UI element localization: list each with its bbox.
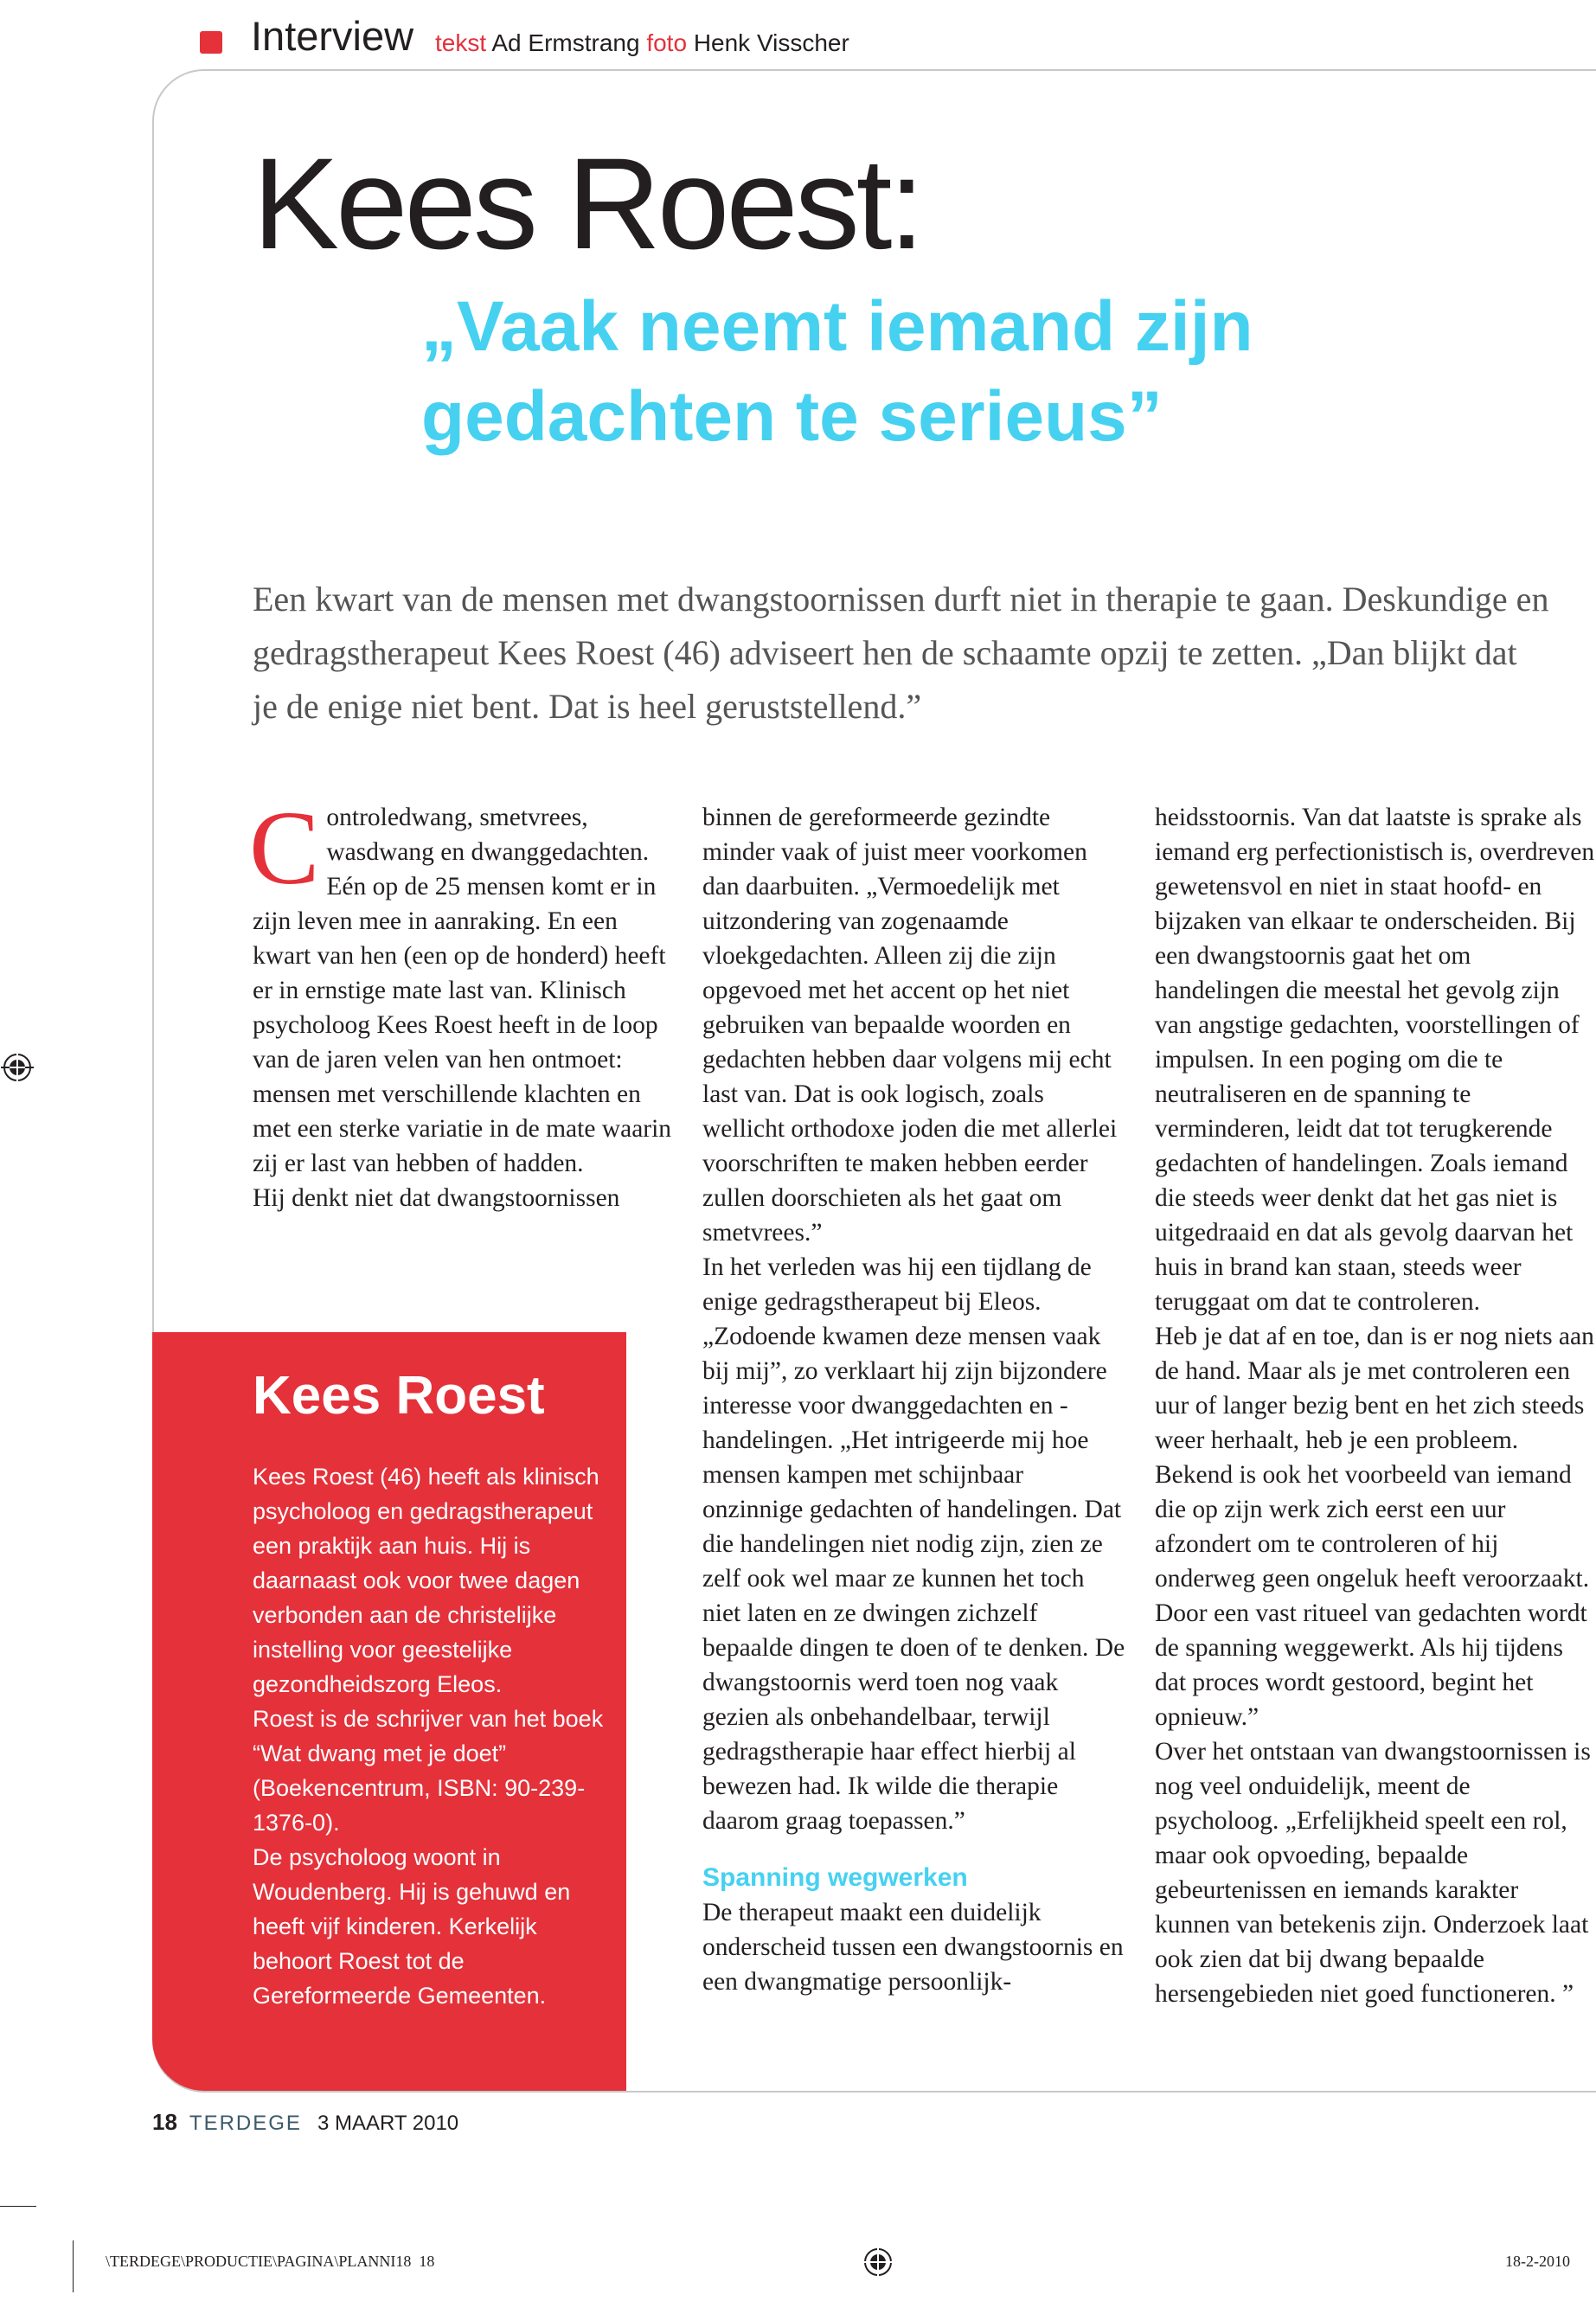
article-column-2	[702, 800, 1126, 1999]
article-column-1	[249, 790, 676, 1215]
paragraph: In het verleden was hij een tijdlang de enige gedragstherapeut bij Eleos. „Zodoende kwamen deze mensen vaak bij mij”, zo verklaart hij zijn bijzondere interesse voor dwanggedachten en -handelingen. „Het intrigeerde mij hoe mensen kampen met schijnbaar onzinnige gedachten of handelingen. Dat die handelingen niet nodig zijn, zien ze zelf ook wel maar ze kunnen het toch niet laten en ze dwingen zichzelf bepaalde dingen te doen of te denken. De dwangstoornis werd toen nog vaak gezien als onbehandelbaar, terwijl gedragstherapie haar effect hierbij al bewezen had. Ik wilde die therapie daarom graag toepassen.”	[702, 1253, 1125, 1835]
article-title: Kees Roest:	[253, 131, 922, 276]
bio-paragraph: Roest is de schrijver van het boek “Wat dwang met je doet” (Boekencentrum, ISBN: 90-239-1376-0).	[253, 1706, 604, 1836]
paragraph: Over het ontstaan van dwangstoornissen is nog veel onduidelijk, meent de psycholoog. „Erfelijkheid speelt een rol, maar ook opvoeding, bepaalde gebeurtenissen en iemands karakter kunnen van betekenis zijn. Onderzoek laat ook zien dat bij dwang bepaalde hersengebieden niet goed functioneren. ”	[1155, 1738, 1591, 2008]
magazine-name: TERDEGE	[189, 2112, 302, 2135]
dropcap: C	[249, 790, 320, 907]
paragraph: Heb je dat af en toe, dan is er nog niets aan de hand. Maar als je met controleren een uur of langer bezig bent en het zich steeds weer herhaalt, heb je een probleem. Bekend is ook het voorbeeld van iemand die op zijn werk zich eerst een uur afzondert om te controleren of hij onderweg geen ongeluk heeft veroorzaakt. Door een vast ritueel van gedachten wordt de spanning weggewerkt. Als hij tijdens dat proces wordt gestoord, begint het opnieuw.”	[1155, 1323, 1594, 1731]
credit-photo-name: Henk Visscher	[693, 29, 849, 56]
credits	[435, 29, 849, 57]
paragraph: De therapeut maakt een duidelijk onderscheid tussen een dwangstoornis en een dwangmatige persoonlijk-	[702, 1899, 1124, 1996]
bio-paragraph: Kees Roest (46) heeft als klinisch psycholoog en gedragstherapeut een praktijk aan huis. Hij is daarnaast ook voor twee dagen verbonden aan de christelijke instelling voor geestelijke gezondheidszorg Eleos.	[253, 1464, 599, 1697]
paragraph: ontroledwang, smetvrees, wasdwang en dwanggedachten. Eén op de 25 mensen komt er in zijn leven mee in aanraking. En een kwart van hen (een op de honderd) heeft er in ernstige mate last van. Klinisch psycholoog Kees Roest heeft in de loop van de jaren velen van hen ontmoet: mensen met verschillende klachten en met een sterke variatie in de mate waarin zij er last van hebben of hadden.	[253, 804, 672, 1177]
article-intro: Een kwart van de mensen met dwangstoornissen durft niet in therapie te gaan. Deskundige en gedragstherapeut Kees Roest (46) adviseert hen de schaamte opzij te zetten. „Dan blijkt dat je de enige niet bent. Dat is heel geruststellend.”	[253, 580, 1549, 726]
bio-text	[253, 1459, 616, 2013]
article-subtitle: „Vaak neemt iemand zijn gedachten te serieus”	[421, 287, 1253, 456]
registration-mark-icon	[862, 2246, 894, 2279]
section-subheading: Spanning wegwerken	[702, 1863, 968, 1892]
page-footer	[152, 2109, 458, 2136]
credit-text-label: tekst	[435, 29, 487, 56]
bio-paragraph: De psycholoog woont in Woudenberg. Hij is gehuwd en heeft vijf kinderen. Kerkelijk behoort Roest tot de Gereformeerde Gemeenten.	[253, 1844, 571, 2009]
crop-mark	[73, 2240, 74, 2292]
page-number: 18	[152, 2109, 177, 2135]
paragraph: heidsstoornis. Van dat laatste is sprake als iemand erg perfectionistisch is, overdreven gewetensvol en niet in staat hoofd- en bijzaken van elkaar te onderscheiden. Bij een dwangstoornis gaat het om handelingen die meestal het gevolg zijn van angstige gedachten, voorstellingen of impulsen. In een poging om die te neutraliseren en de spanning te verminderen, leidt dat tot terugkerende gedachten of handelingen. Zoals iemand die steeds weer denkt dat het gas niet is uitgedraaid en dat als gevolg daarvan het huis in brand kan staan, steeds weer teruggaat om dat te controleren.	[1155, 804, 1595, 1316]
article-column-3	[1155, 800, 1596, 2011]
bio-title: Kees Roest	[253, 1366, 545, 1426]
slug-page: 18	[419, 2253, 435, 2270]
registration-mark-icon	[1, 1051, 34, 1084]
slug-path: \TERDEGE\PRODUCTIE\PAGINA\PLANNI18	[106, 2253, 412, 2270]
section-marker-square	[200, 31, 222, 54]
crop-mark	[0, 2206, 36, 2207]
slug-line	[106, 2253, 434, 2271]
paragraph: binnen de gereformeerde gezindte minder vaak of juist meer voorkomen dan daarbuiten. „Vermoedelijk met uitzondering van zogenaamde vloekgedachten. Alleen zij die zijn opgevoed met het accent op het niet gebruiken van bepaalde woorden en gedachten hebben daar volgens mij echt last van. Dat is ook logisch, zoals wellicht orthodoxe joden die met allerlei voorschriften te maken hebben eerder zullen doorschieten als het gaat om smetvrees.”	[702, 804, 1118, 1247]
paragraph: Hij denkt niet dat dwangstoornissen	[253, 1184, 620, 1212]
section-label: Interview	[251, 13, 414, 59]
credit-text-name: Ad Ermstrang	[491, 29, 640, 56]
issue-date: 3 MAART 2010	[317, 2112, 459, 2135]
credit-photo-label: foto	[646, 29, 688, 56]
slug-date: 18-2-2010	[1505, 2253, 1570, 2270]
